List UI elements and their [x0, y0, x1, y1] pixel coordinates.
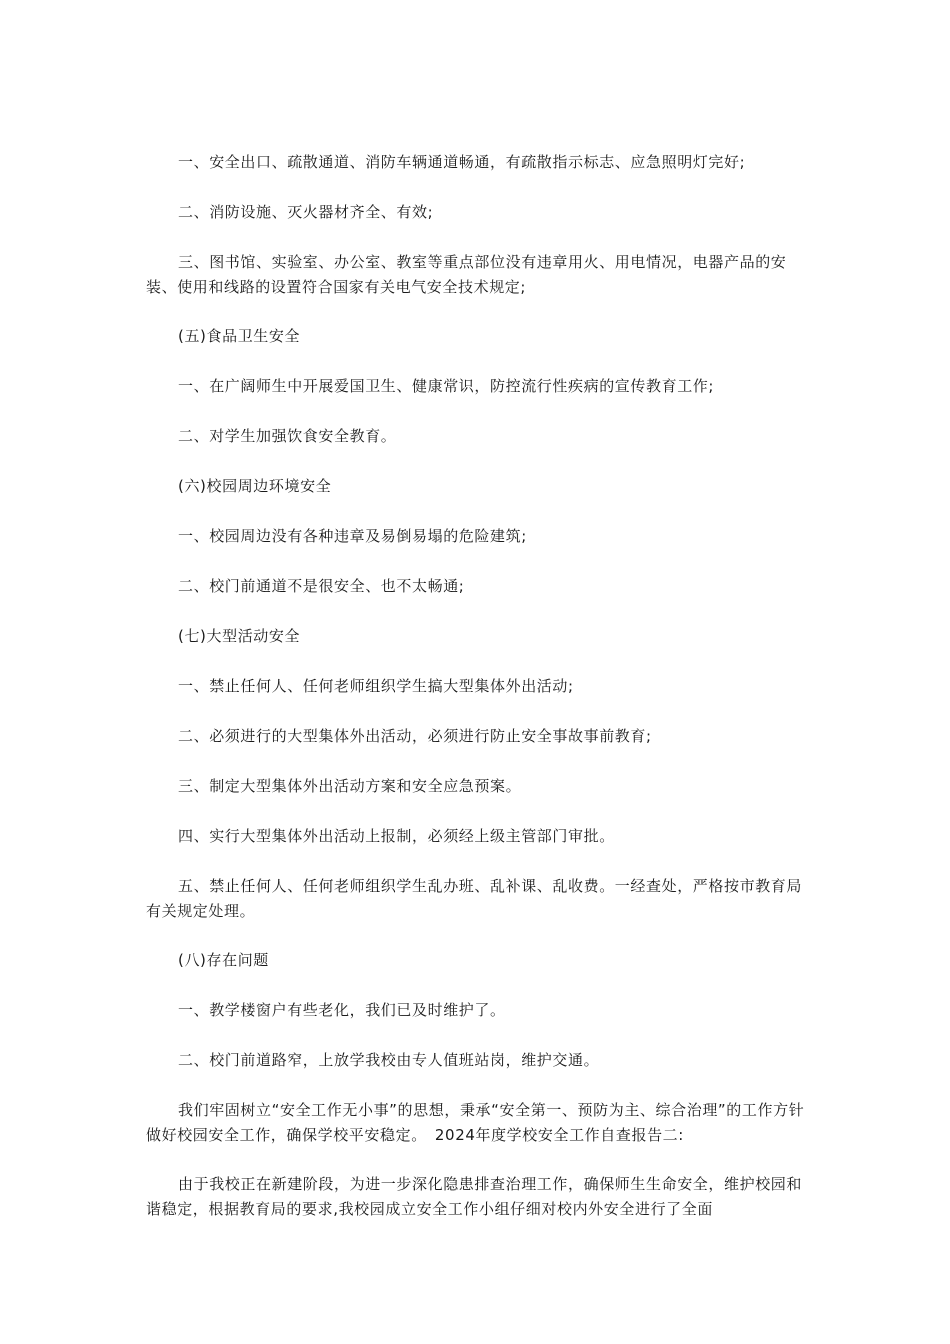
- paragraph-key-areas: 三、图书馆、实验室、办公室、教室等重点部位没有违章用火、用电情况，电器产品的安装、使用和线路的设置符合国家有关电气安全技术规定;: [146, 253, 787, 296]
- paragraph-fire-exits: 一、安全出口、疏散通道、消防车辆通道畅通，有疏散指示标志、应急照明灯完好;: [178, 153, 746, 171]
- section-heading-surroundings: (六)校园周边环境安全: [178, 477, 332, 495]
- paragraph-report-two-intro: 由于我校正在新建阶段，为进一步深化隐患排查治理工作，确保师生生命安全，维护校园和谐稳定，根据教育局的要求,我校园成立安全工作小组仔细对校内外安全进行了全面: [146, 1175, 803, 1218]
- paragraph-windows: 一、教学楼窗户有些老化，我们已及时维护了。: [178, 1001, 506, 1019]
- paragraph-emergency-plan: 三、制定大型集体外出活动方案和安全应急预案。: [178, 777, 522, 795]
- paragraph-fire-equipment: 二、消防设施、灭火器材齐全、有效;: [178, 203, 434, 221]
- paragraph-health-education: 一、在广阔师生中开展爱国卫生、健康常识，防控流行性疾病的宣传教育工作;: [178, 377, 715, 395]
- paragraph-no-dangerous-buildings: 一、校园周边没有各种违章及易倒易塌的危险建筑;: [178, 527, 527, 545]
- paragraph-ban-outings: 一、禁止任何人、任何老师组织学生搞大型集体外出活动;: [178, 677, 574, 695]
- paragraph-ban-fees: 五、禁止任何人、任何老师组织学生乱办班、乱补课、乱收费。一经查处，严格按市教育局有关规定处理。: [146, 877, 803, 920]
- paragraph-gate-access: 二、校门前通道不是很安全、也不太畅通;: [178, 577, 465, 595]
- paragraph-diet-safety: 二、对学生加强饮食安全教育。: [178, 427, 397, 445]
- paragraph-road: 二、校门前道路窄，上放学我校由专人值班站岗，维护交通。: [178, 1051, 600, 1069]
- paragraph-pre-education: 二、必须进行的大型集体外出活动，必须进行防止安全事故事前教育;: [178, 727, 652, 745]
- paragraph-reporting: 四、实行大型集体外出活动上报制，必须经上级主管部门审批。: [178, 827, 615, 845]
- paragraph-summary: 我们牢固树立“安全工作无小事”的思想，秉承“安全第一、预防为主、综合治理”的工作方针做好校园安全工作，确保学校平安稳定。 2024年度学校安全工作自查报告二:: [146, 1101, 805, 1144]
- section-heading-issues: (八)存在问题: [178, 951, 269, 969]
- section-heading-food-safety: (五)食品卫生安全: [178, 327, 301, 345]
- section-heading-large-events: (七)大型活动安全: [178, 627, 301, 645]
